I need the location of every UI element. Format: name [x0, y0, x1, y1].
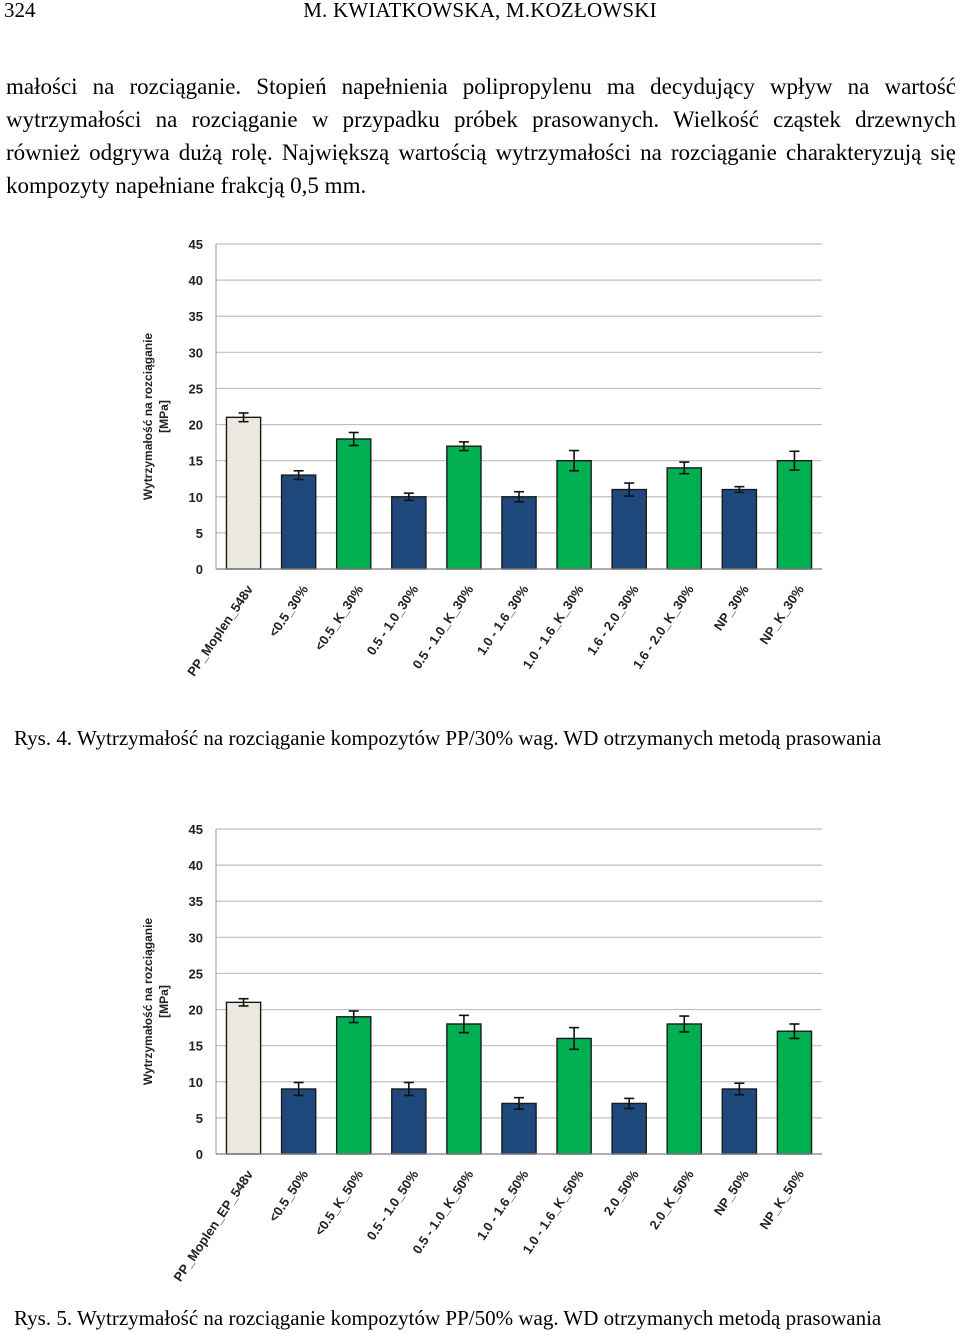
- x-tick-label: NP_30%: [710, 582, 752, 634]
- body-paragraph: [6, 70, 956, 202]
- page-number: 324: [4, 0, 36, 22]
- x-tick-label: <0.5_K_30%: [311, 582, 367, 654]
- x-tick-label: 0.5 - 1.0_K_30%: [409, 582, 477, 672]
- figure-4-svg: [0, 225, 960, 705]
- x-tick-label: 1.0 - 1.6_K_30%: [519, 582, 587, 672]
- x-tick-label: <0.5_50%: [265, 1167, 312, 1225]
- x-tick-label: 0.5 - 1.0_50%: [363, 1167, 422, 1243]
- x-tick-label: <0.5_30%: [265, 582, 312, 640]
- bar: [777, 461, 811, 569]
- figure-5-chart: [0, 810, 960, 1290]
- x-tick-label: 0.5 - 1.0_30%: [363, 582, 422, 658]
- y-axis-label: [141, 333, 171, 501]
- bar: [337, 439, 371, 569]
- bar: [502, 497, 536, 569]
- bar: [667, 468, 701, 569]
- x-tick-label: PP_Moplen_548v: [184, 582, 257, 679]
- bar: [612, 490, 646, 569]
- y-tick-label: 45: [188, 237, 203, 252]
- x-tick-label: 1.6 - 2.0_30%: [583, 582, 642, 658]
- y-tick-label: 45: [188, 822, 203, 837]
- x-tick-label: NP_K_30%: [756, 582, 807, 648]
- y-tick-label: 0: [195, 1147, 203, 1162]
- y-tick-label: 0: [195, 562, 203, 577]
- y-tick-label: 5: [195, 1110, 203, 1126]
- x-tick-label: NP_K_50%: [756, 1167, 807, 1233]
- y-axis-label-unit: [MPa]: [157, 400, 171, 433]
- y-tick-label: 35: [188, 894, 203, 910]
- x-tick-label: PP_Moplen_EP_548v: [170, 1167, 257, 1285]
- y-tick-label: 30: [188, 345, 203, 361]
- y-tick-label: 25: [188, 966, 203, 982]
- bar: [392, 1089, 426, 1154]
- x-tick-label: 2.0_50%: [600, 1167, 642, 1219]
- x-tick-label: 1.0 - 1.6_50%: [473, 1167, 532, 1243]
- bar: [447, 446, 481, 569]
- y-axis-label-unit: [MPa]: [157, 985, 171, 1018]
- y-tick-label: 5: [195, 525, 203, 541]
- x-tick-label: <0.5_K_50%: [311, 1167, 367, 1239]
- y-tick-label: 15: [188, 1038, 203, 1054]
- y-axis-label-line: Wytrzymałość na rozciąganie: [141, 332, 155, 501]
- figure-5-caption: Rys. 5. Wytrzymałość na rozciąganie kompozytów PP/50% wag. WD otrzymanych metodą prasowania: [14, 1306, 882, 1330]
- figure-4-caption: Rys. 4. Wytrzymałość na rozciąganie kompozytów PP/30% wag. WD otrzymanych metodą prasowania: [14, 726, 882, 750]
- bar: [722, 490, 756, 569]
- page-header: [0, 0, 960, 24]
- x-tick-label: 1.6 - 2.0_K_30%: [629, 582, 697, 672]
- running-head-authors: M. KWIATKOWSKA, M.KOZŁOWSKI: [303, 0, 657, 22]
- y-tick-label: 20: [188, 417, 203, 433]
- bar: [502, 1103, 536, 1154]
- y-axis-label: [141, 918, 171, 1086]
- bar: [722, 1089, 756, 1154]
- y-tick-label: 35: [188, 309, 203, 325]
- bar: [226, 417, 260, 569]
- figure-4-chart: [0, 225, 960, 705]
- y-tick-label: 40: [188, 273, 203, 289]
- y-tick-label: 10: [188, 489, 203, 505]
- bar: [667, 1024, 701, 1154]
- bar: [557, 461, 591, 569]
- y-tick-label: 40: [188, 858, 203, 874]
- x-tick-label: 1.0 - 1.6_K_50%: [519, 1167, 587, 1257]
- x-tick-label: 2.0_K_50%: [646, 1167, 697, 1233]
- body-paragraph-text: małości na rozciąganie. Stopień napełnienia polipropylenu ma decydujący wpływ na wartość wytrzymałości na rozciąganie w przypadku próbek prasowanych. Wielkość cząstek drzewnych również odgrywa dużą rolę. Największą wartością wytrzymałości na rozciąganie charakteryzują się kompozyty napełniane frakcją 0,5 mm.: [6, 74, 956, 198]
- bar: [612, 1103, 646, 1154]
- bar: [282, 1089, 316, 1154]
- bar: [282, 475, 316, 569]
- y-tick-label: 20: [188, 1002, 203, 1018]
- bar: [777, 1031, 811, 1154]
- bar: [447, 1024, 481, 1154]
- y-axis-label-line: Wytrzymałość na rozciąganie: [141, 917, 155, 1086]
- y-tick-label: 25: [188, 381, 203, 397]
- bar: [392, 497, 426, 569]
- figure-5-svg: [0, 810, 960, 1290]
- y-tick-label: 30: [188, 930, 203, 946]
- x-tick-label: 1.0 - 1.6_30%: [473, 582, 532, 658]
- x-tick-label: 0.5 - 1.0_K_50%: [409, 1167, 477, 1257]
- y-tick-label: 15: [188, 453, 203, 469]
- bar: [226, 1002, 260, 1154]
- bar: [557, 1038, 591, 1154]
- bar: [337, 1017, 371, 1154]
- y-tick-label: 10: [188, 1074, 203, 1090]
- x-tick-label: NP_50%: [710, 1167, 752, 1219]
